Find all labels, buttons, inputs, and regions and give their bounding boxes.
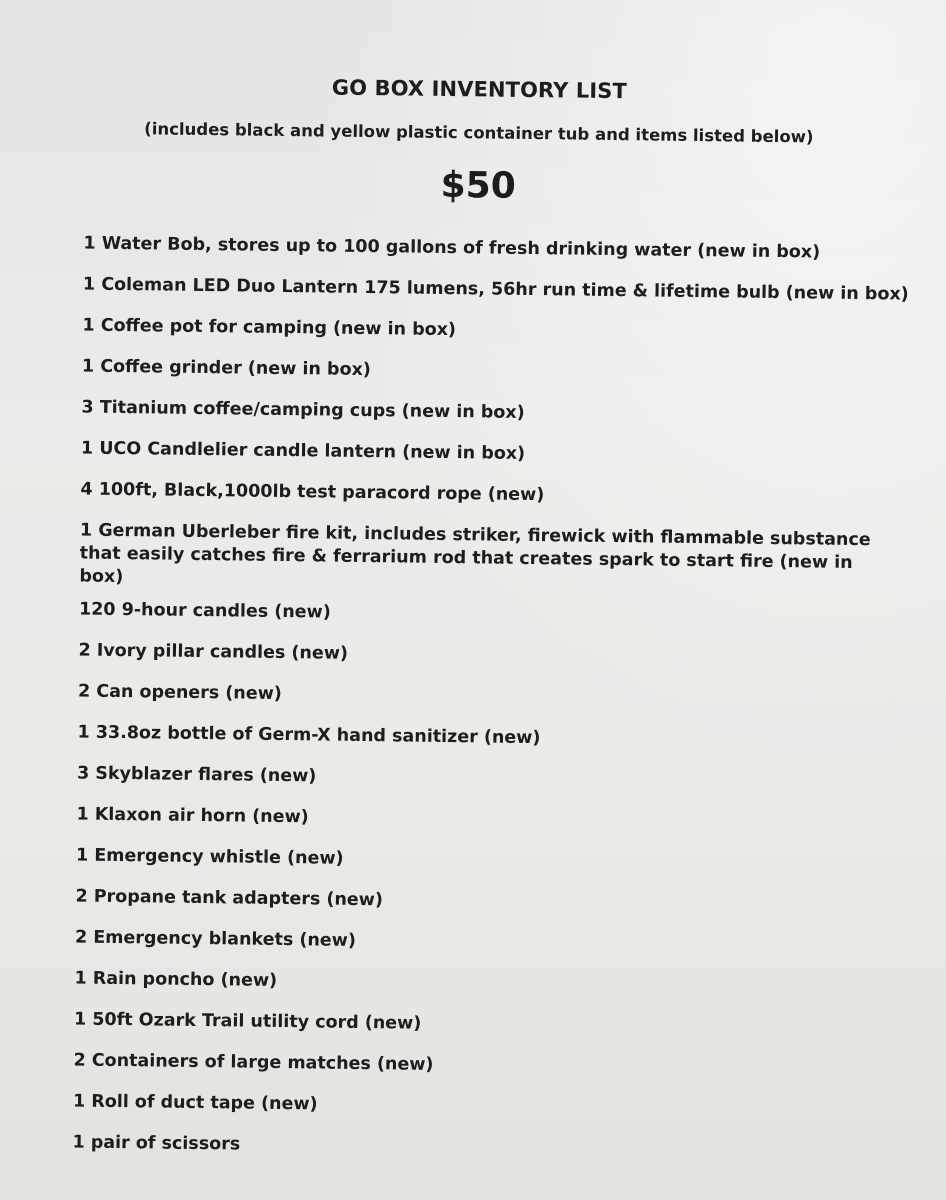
inventory-item: 1 Rain poncho (new) xyxy=(74,968,278,991)
inventory-item: 3 Titanium coffee/camping cups (new in box) xyxy=(81,397,525,423)
inventory-item: 2 Propane tank adapters (new) xyxy=(75,886,384,911)
inventory-item: 1 German Uberleber fire kit, includes striker, firewick with flammable substance that easily catches fire & ferrarium rod that creates spark to start fire (new in box) xyxy=(79,520,871,588)
document-title: GO BOX INVENTORY LIST xyxy=(331,75,628,104)
inventory-item: 2 Ivory pillar candles (new) xyxy=(78,640,349,664)
inventory-item: 1 Klaxon air horn (new) xyxy=(76,804,309,828)
inventory-item: 1 50ft Ozark Trail utility cord (new) xyxy=(73,1009,422,1034)
inventory-item: 1 Coffee grinder (new in box) xyxy=(81,356,371,381)
inventory-sheet xyxy=(26,38,920,1200)
inventory-item: 1 UCO Candlelier candle lantern (new in box) xyxy=(80,438,526,464)
inventory-item: 120 9-hour candles (new) xyxy=(78,599,331,623)
inventory-item: 1 Emergency whistle (new) xyxy=(75,845,344,869)
inventory-item: 4 100ft, Black,1000lb test paracord rope (new) xyxy=(80,479,545,506)
inventory-item: 2 Can openers (new) xyxy=(77,681,282,705)
inventory-item: 1 Water Bob, stores up to 100 gallons of fresh drinking water (new in box) xyxy=(83,233,821,263)
inventory-item: 1 Coleman LED Duo Lantern 175 lumens, 56hr run time & lifetime bulb (new in box) xyxy=(82,274,909,305)
inventory-item: 2 Containers of large matches (new) xyxy=(73,1050,434,1075)
inventory-item: 1 33.8oz bottle of Germ-X hand sanitizer (new) xyxy=(77,722,541,749)
inventory-item: 1 pair of scissors xyxy=(72,1132,241,1155)
inventory-item: 3 Skyblazer flares (new) xyxy=(76,763,317,787)
inventory-item: 1 Coffee pot for camping (new in box) xyxy=(82,315,457,341)
price: $50 xyxy=(440,164,517,207)
inventory-item: 2 Emergency blankets (new) xyxy=(74,927,357,951)
inventory-list xyxy=(72,233,909,1183)
inventory-item: 1 Roll of duct tape (new) xyxy=(72,1091,318,1115)
document-subtitle: (includes black and yellow plastic container tub and items listed below) xyxy=(144,119,814,147)
